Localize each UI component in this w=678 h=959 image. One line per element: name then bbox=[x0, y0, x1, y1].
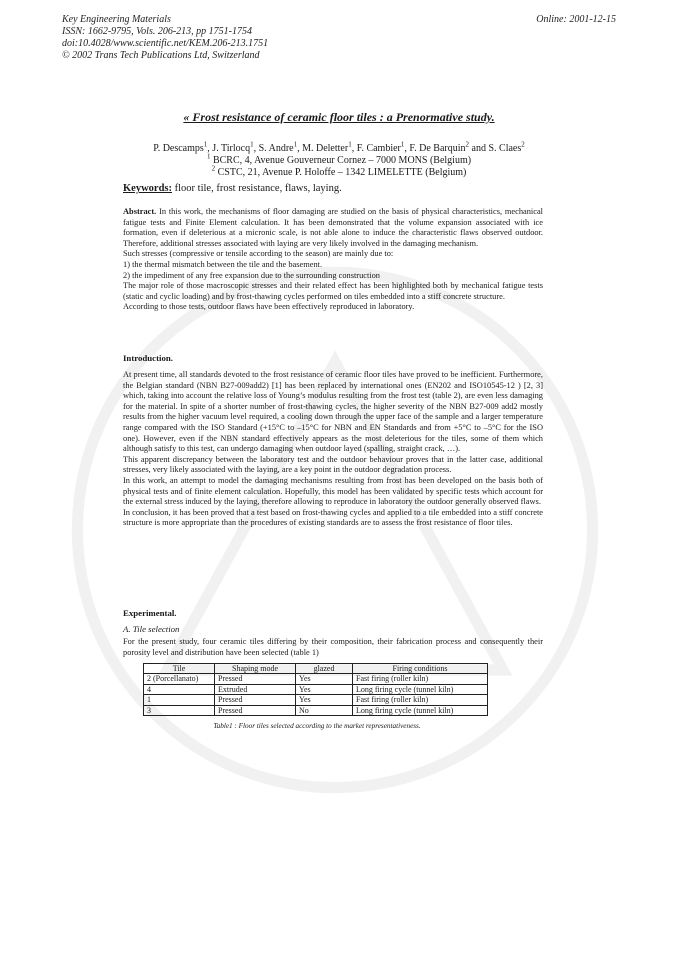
affiliation-2: $^2$ CSTC, 21, Avenue P. Holoffe – 1342 LIMELETTE (Belgium) bbox=[211, 164, 467, 178]
table-cell: Yes bbox=[296, 674, 353, 684]
table-header-row bbox=[144, 664, 488, 674]
keywords-label: Keywords: bbox=[123, 183, 172, 194]
table-cell: Long firing cycle (tunnel kiln) bbox=[353, 705, 488, 715]
copyright-line: © 2002 Trans Tech Publications Ltd, Switzerland bbox=[62, 50, 260, 61]
author-block bbox=[0, 140, 678, 179]
table-cell: 4 bbox=[144, 684, 215, 694]
abstract-section bbox=[123, 207, 543, 313]
table-header-cell: Shaping mode bbox=[215, 664, 296, 674]
intro-paragraph-1: At present time, all standards devoted to the frost resistance of ceramic floor tiles have proved to be inefficient. Furthermore, the Belgian standard (NBN B27-009add2) [1] has been replaced by international ones (EN202 and ISO10545-12 ) [2, 3] which, taking into account the relative loss of Young’s modulus resulting from the frost test (table 2), are even less damaging for the material. In spite of a shorter number of frost-thawing cycles, the higher severity of the NBN B27-009 add2 mostly results from the higher vacuum level required, a cooling down through the upper face of the sample and a larger temperature range compared with the ISO Standard (+15°C to –15°C for NBN and EN Standards and from +5°C to –5°C for the ISO one). However, even if the NBN standard effectively appears as the most deleterious for the tiles, some of them which although satisfy to this test, can undergo damaging when outdoor layed (spalling, straight crack, …). bbox=[123, 370, 543, 454]
author-list: P. Descamps$^1$, J. Tirlocq$^1$, S. Andre$^1$, M. Deletter$^1$, F. Cambier$^1$, F. De Barquin$^2$ and S. Claes$^2$ bbox=[153, 140, 525, 154]
introduction-heading: Introduction. bbox=[123, 353, 173, 363]
journal-name: Key Engineering Materials bbox=[62, 14, 171, 25]
table-cell: Long firing cycle (tunnel kiln) bbox=[353, 684, 488, 694]
table-cell: No bbox=[296, 705, 353, 715]
table-header-cell: Tile bbox=[144, 664, 215, 674]
affiliation-1: $^1$ BCRC, 4, Avenue Gouverneur Cornez – 7000 MONS (Belgium) bbox=[206, 152, 472, 166]
table-row bbox=[144, 674, 488, 684]
keywords-text: floor tile, frost resistance, flaws, laying. bbox=[172, 183, 342, 194]
table-cell: 2 (Porcellanato) bbox=[144, 674, 215, 684]
abstract-paragraph: The major role of those macroscopic stresses and their related effect has been highlighted both by mechanical fatigue tests (static and cyclic loading) and by frost-thawing cycles performed on tiles embedded into a stiff concrete structure. bbox=[123, 281, 543, 301]
paper-title: « Frost resistance of ceramic floor tiles : a Prenormative study. bbox=[183, 110, 495, 124]
intro-paragraph-3: In this work, an attempt to model the damaging mechanisms resulting from frost has been developed on the basis both of physical tests and of finite element calculation. Hopefully, this model has been validated by specific tests which account for the external stress induced by the laying, therefore allowing to reproduce in laboratory the outdoor generally observed flaws. bbox=[123, 475, 543, 507]
table-row bbox=[144, 705, 488, 715]
table-cell: Fast firing (roller kiln) bbox=[353, 674, 488, 684]
tile-selection-subheading: A. Tile selection bbox=[123, 624, 180, 634]
table-caption: Table1 : Floor tiles selected according to the market representativeness. bbox=[213, 722, 421, 730]
abstract-list-item: 1) the thermal mismatch between the tile and the basement. bbox=[123, 259, 323, 269]
experimental-heading: Experimental. bbox=[123, 608, 177, 618]
issn-line: ISSN: 1662-9795, Vols. 206-213, pp 1751-1754 bbox=[62, 26, 252, 37]
online-date: Online: 2001-12-15 bbox=[536, 14, 616, 25]
table-cell: Yes bbox=[296, 684, 353, 694]
intro-paragraph-4: In conclusion, it has been proved that a test based on frost-thawing cycles and applied to a tile embedded into a stiff concrete structure is more appropriate than the procedures of existing standards are to assess the frost resistance of floor tiles. bbox=[123, 507, 543, 528]
table-cell: Extruded bbox=[215, 684, 296, 694]
introduction-section bbox=[123, 370, 543, 529]
table-header-cell: glazed bbox=[296, 664, 353, 674]
journal-header bbox=[62, 14, 616, 62]
table-row bbox=[144, 695, 488, 705]
table-cell: Yes bbox=[296, 695, 353, 705]
table-cell: Pressed bbox=[215, 674, 296, 684]
table-cell: Pressed bbox=[215, 695, 296, 705]
tiles-table bbox=[143, 663, 488, 716]
table-cell: 1 bbox=[144, 695, 215, 705]
abstract-line: Such stresses (compressive or tensile according to the season) are mainly due to: bbox=[123, 249, 394, 259]
table-cell: Pressed bbox=[215, 705, 296, 715]
table-row bbox=[144, 684, 488, 694]
table-cell: 3 bbox=[144, 705, 215, 715]
doi-line: doi:10.4028/www.scientific.net/KEM.206-213.1751 bbox=[62, 38, 269, 49]
keywords bbox=[123, 183, 342, 194]
abstract-line: According to those tests, outdoor flaws have been effectively reproduced in laboratory. bbox=[123, 302, 415, 312]
table-header-cell: Firing conditions bbox=[353, 664, 488, 674]
abstract-list-item: 2) the impediment of any free expansion due to the surrounding construction bbox=[123, 270, 380, 280]
table-cell: Fast firing (roller kiln) bbox=[353, 695, 488, 705]
abstract-paragraph: Abstract. In this work, the mechanisms of floor damaging are studied on the basis of physical characteristics, mechanical fatigue tests and Finite Element calculation. It has been demonstrated that the volume expansion associated with ice formation, even if deleterious at a micronic scale, is not able alone to induce the characteristic flaws observed outdoor. Therefore, additional stresses associated with laying are very likely involved in the damaging mechanism. bbox=[123, 207, 543, 248]
intro-paragraph-2: This apparent discrepancy between the laboratory test and the outdoor behaviour proves that in the latter case, additional stresses, very likely associated with the laying, are a key point in the outdoor degradation process. bbox=[123, 454, 543, 475]
experimental-paragraph: For the present study, four ceramic tiles differing by their composition, their fabrication process and consequently their porosity level and distribution have been selected (table 1) bbox=[123, 637, 543, 657]
